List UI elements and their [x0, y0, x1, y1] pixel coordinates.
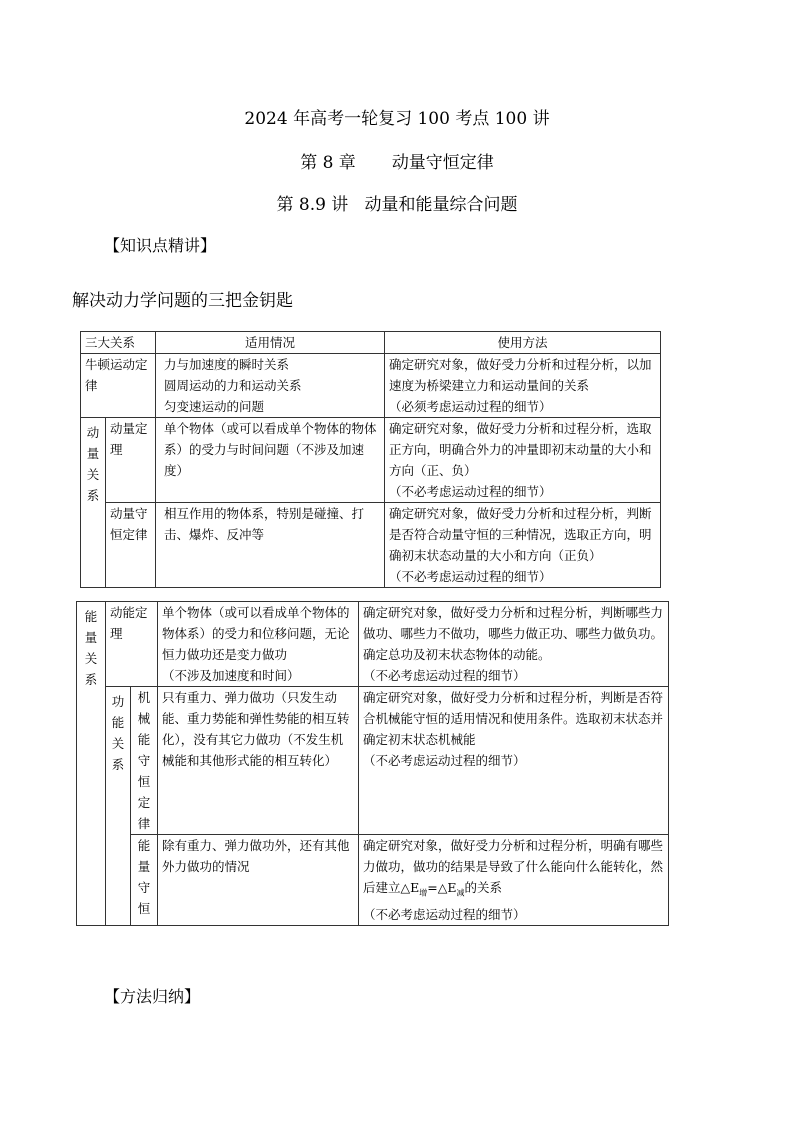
energy-relations-table — [76, 601, 669, 926]
lecture-heading — [0, 190, 794, 215]
newton-method: 确定研究对象，做好受力分析和过程分析，以加速度为桥梁建立力和运动量间的关系 — [389, 357, 652, 393]
conservation-method: 确定研究对象，做好受力分析和过程分析，判断是否符合动量守恒的三种情况，选取正方向，明确初末状态动量的大小和方向（正负） — [389, 506, 652, 563]
chapter-heading — [0, 148, 794, 173]
theorem-case: 单个物体（或可以看成单个物体的物体系）的受力与时间问题（不涉及加速度） — [164, 421, 377, 478]
table-row-energy-conservation — [77, 835, 669, 926]
newton-case: 圆周运动的力和运动关系 — [164, 378, 302, 393]
lead-text: 解决动力学问题的三把金钥匙 — [72, 291, 293, 311]
theorem-method: 确定研究对象，做好受力分析和过程分析，选取正方向，明确合外力的冲量即初末动量的大小和方向（正、负） — [389, 421, 652, 478]
conservation-label: 动量守恒定律 — [106, 503, 156, 588]
theorem-method-note: （不必考虑运动过程的细节） — [389, 484, 552, 499]
mechanical-case: 只有重力、弹力做功（只发生动能、重力势能和弹性势能的相互转化），没有其它力做功（不发生机械能和其他形式能的相互转化） — [162, 690, 350, 768]
newton-label: 牛顿运动定律 — [81, 354, 156, 418]
table-row-theorem — [81, 418, 661, 503]
kinetic-label: 动能定理 — [106, 602, 158, 687]
work-energy-group-label: 功能关系 — [106, 687, 131, 926]
theorem-label: 动量定理 — [106, 418, 156, 503]
mechanical-method: 确定研究对象，做好受力分析和过程分析，判断是否符合机械能守恒的适用情况和使用条件。选取初末状态并确定初末状态机械能 — [363, 690, 664, 747]
table-header-row — [81, 332, 661, 354]
table-row-conservation — [81, 503, 661, 588]
kinetic-case-note: （不涉及加速度和时间） — [162, 668, 300, 683]
mechanical-label: 机械能守恒定律 — [131, 687, 158, 835]
energy-cons-method-note: （不必考虑运动过程的细节） — [363, 906, 526, 922]
newton-case: 匀变速运动的问题 — [164, 399, 265, 414]
momentum-group-label: 动量关系 — [81, 418, 106, 588]
newton-method-note: （必须考虑运动过程的细节） — [389, 399, 552, 414]
kinetic-case: 单个物体（或可以看成单个物体的物体系）的受力和位移问题，无论恒力做功还是变力做功 — [162, 605, 350, 662]
section-method: 【方法归纳】 — [104, 987, 201, 1006]
three-relations-table — [80, 331, 661, 588]
energy-cons-method: 确定研究对象，做好受力分析和过程分析，明确有哪些力做功，做功的结果是导致了什么能向什么能转化，然后建立$\triangle E_增=\triangle E_减$的关系 — [363, 838, 664, 898]
header-methods: 使用方法 — [385, 332, 661, 354]
energy-group-label: 能量关系 — [77, 602, 106, 926]
chapter-title: 动量守恒定律 — [391, 153, 494, 173]
header-relations: 三大关系 — [81, 332, 156, 354]
conservation-case: 相互作用的物体系，特别是碰撞、打击、爆炸、反冲等 — [164, 506, 365, 542]
table-row-newton — [81, 354, 661, 418]
energy-cons-label: 能量守恒 — [131, 835, 158, 926]
header-cases: 适用情况 — [156, 332, 385, 354]
lecture-label: 第 8.9 讲 — [276, 195, 349, 215]
kinetic-method: 确定研究对象，做好受力分析和过程分析，判断哪些力做功、哪些力不做功，哪些力做正功、哪些力做负功。确定总功及初末状态物体的动能。 — [363, 605, 664, 662]
table-row-mechanical — [77, 687, 669, 835]
section-knowledge: 【知识点精讲】 — [104, 236, 217, 255]
newton-case: 力与加速度的瞬时关系 — [164, 357, 290, 372]
conservation-method-note: （不必考虑运动过程的细节） — [389, 569, 552, 584]
document-title: 2024 年高考一轮复习 100 考点 100 讲 — [244, 109, 550, 129]
lecture-title: 动量和能量综合问题 — [364, 195, 518, 215]
energy-cons-case: 除有重力、弹力做功外，还有其他外力做功的情况 — [162, 838, 350, 874]
kinetic-method-note: （不必考虑运动过程的细节） — [363, 668, 526, 683]
mechanical-method-note: （不必考虑运动过程的细节） — [363, 753, 526, 768]
chapter-label: 第 8 章 — [300, 153, 356, 173]
table-row-kinetic — [77, 602, 669, 687]
